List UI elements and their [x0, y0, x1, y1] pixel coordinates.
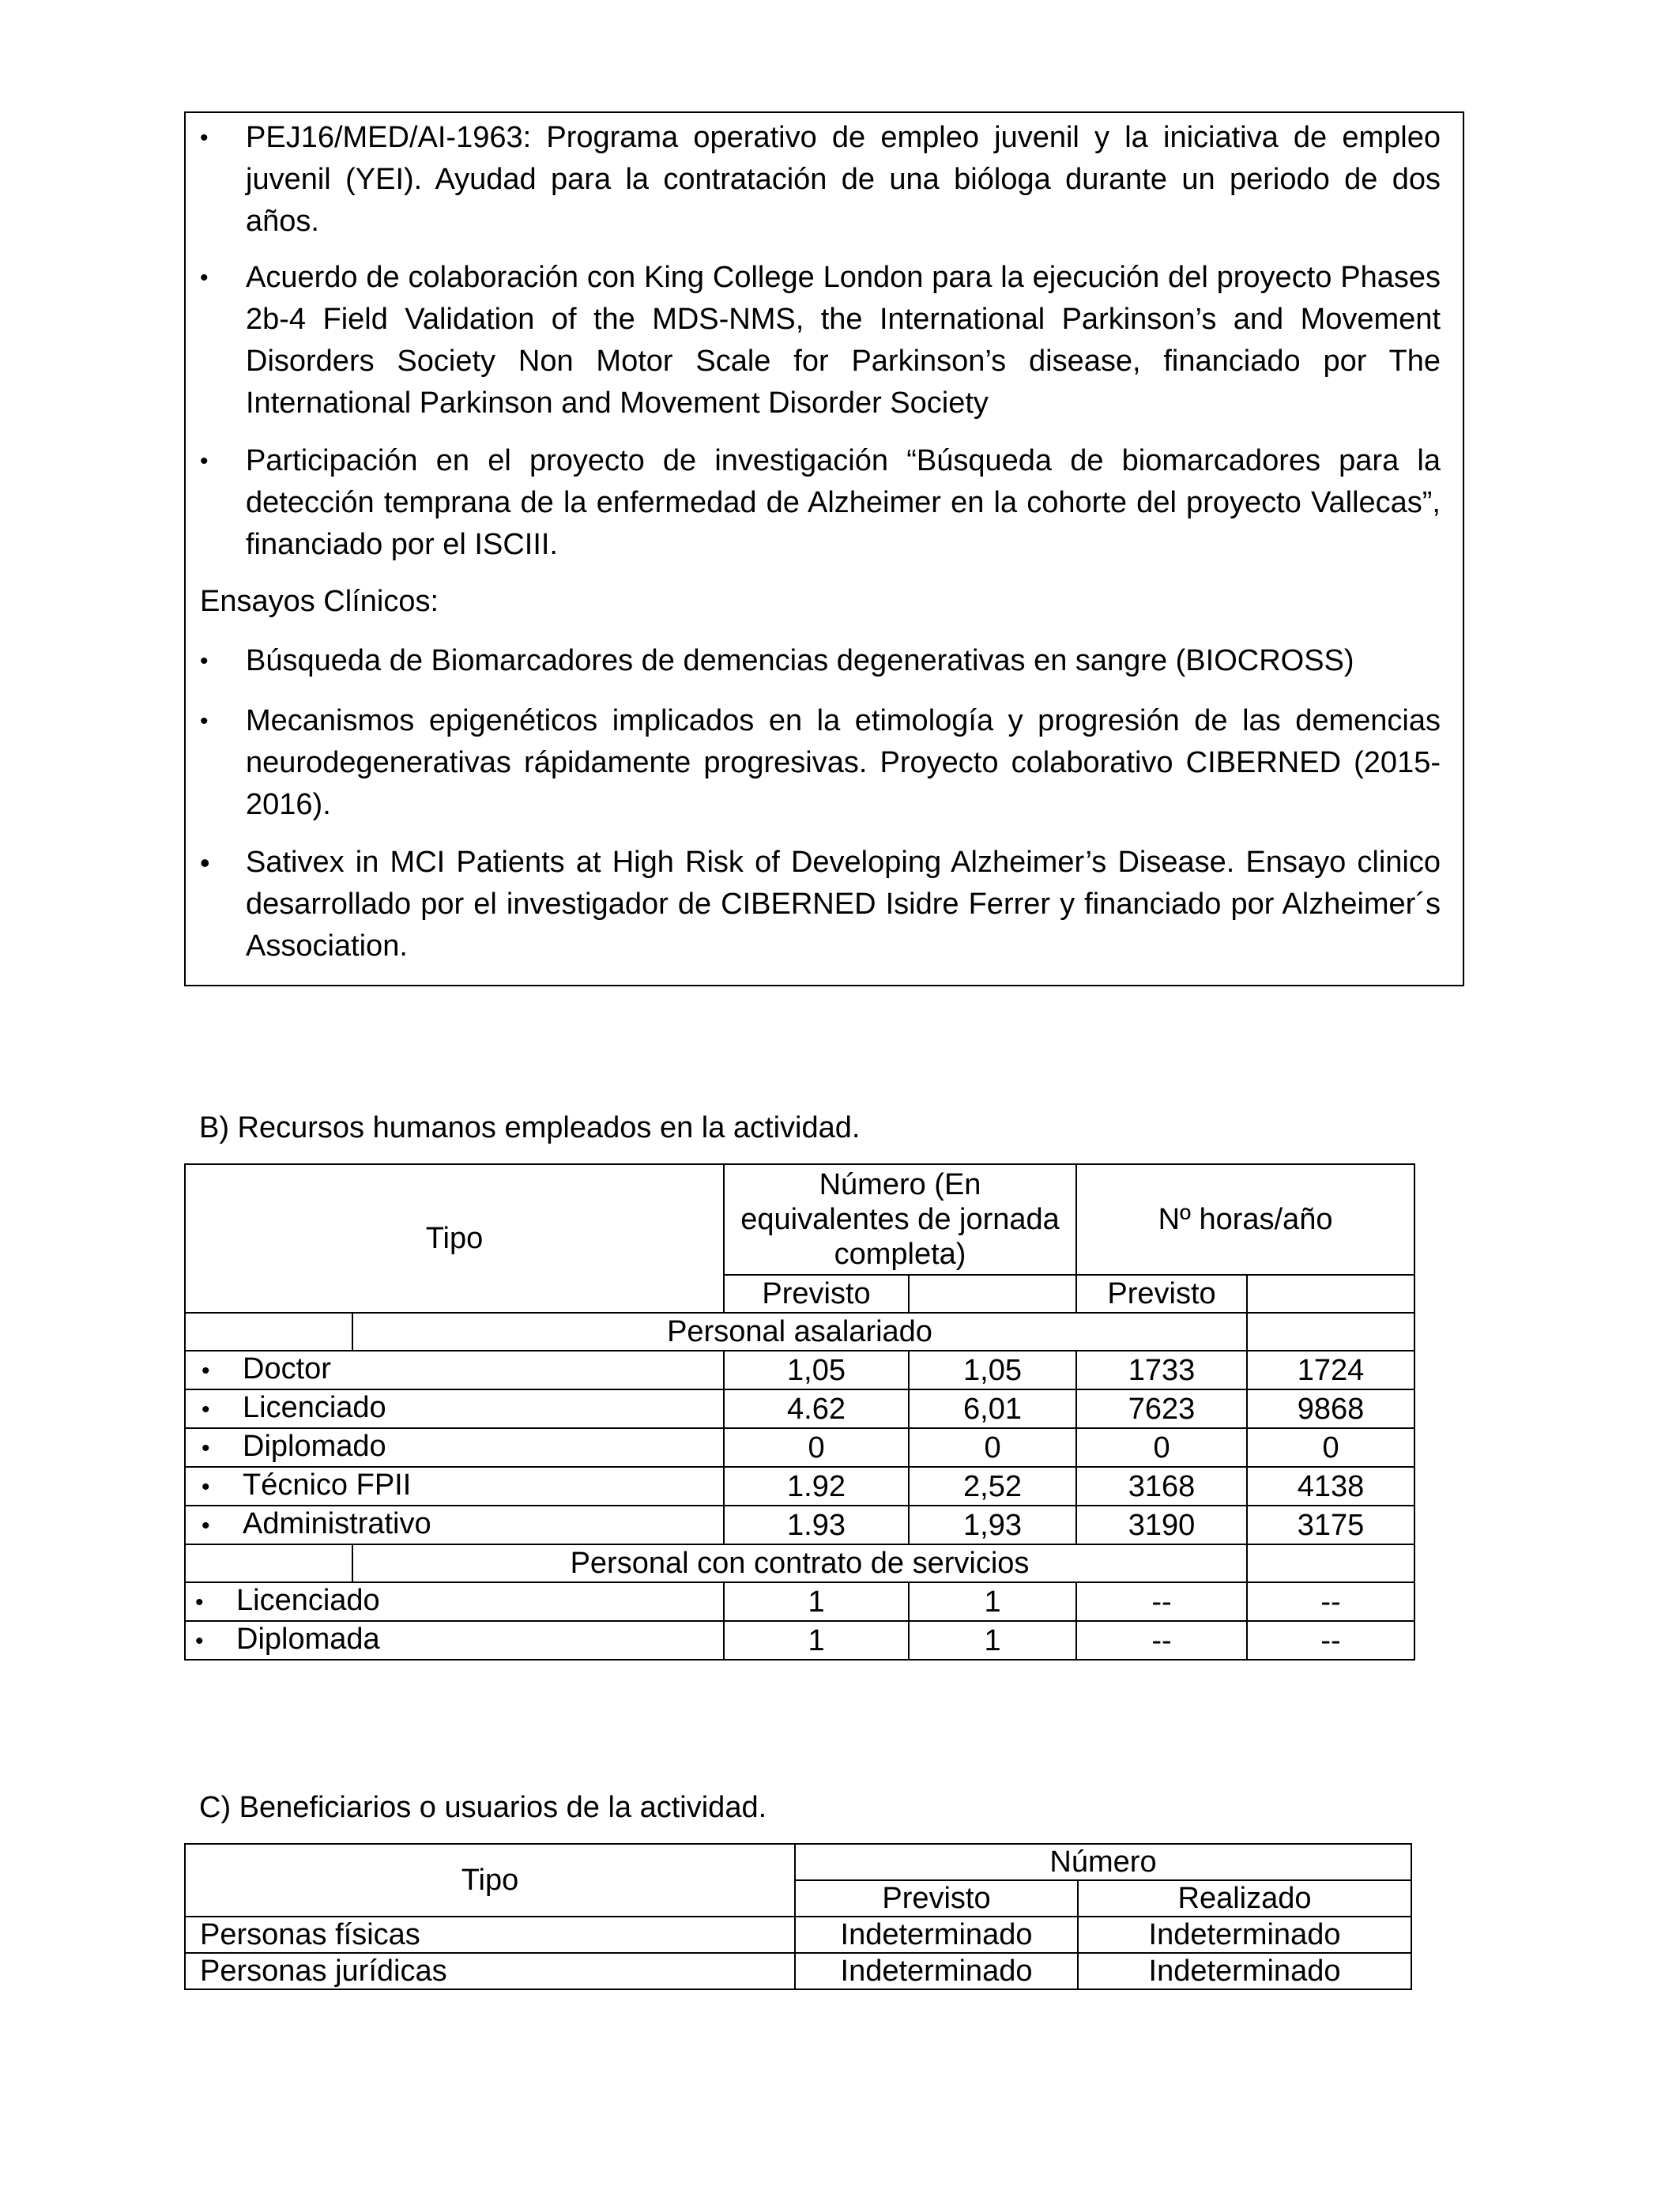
header-previsto: Previsto — [724, 1275, 909, 1313]
cell: 0 — [909, 1428, 1076, 1467]
cell: 6,01 — [909, 1389, 1076, 1428]
row-label-text: Técnico FPII — [243, 1468, 412, 1502]
table-row — [185, 1389, 1414, 1428]
cell: 3168 — [1076, 1467, 1247, 1506]
cell: 4.62 — [724, 1389, 909, 1428]
cell: 1,05 — [724, 1351, 909, 1389]
human-resources-table — [184, 1163, 1415, 1661]
group-empty — [1247, 1313, 1414, 1351]
cell: 0 — [1247, 1428, 1414, 1467]
beneficiaries-table — [184, 1843, 1412, 1990]
cell: 3175 — [1247, 1506, 1414, 1544]
table-header-row — [185, 1844, 1411, 1880]
table-row — [185, 1621, 1414, 1660]
row-label-text: Licenciado — [243, 1391, 386, 1424]
row-label-text: Diplomada — [236, 1623, 380, 1656]
project-item: Participación en el proyecto de investigación “Búsqueda de biomarcadores para la detección temprana de la enfermedad de Alzheimer en la cohorte del proyecto Vallecas”, financiado por el ISCIII. — [246, 444, 1441, 561]
table-row — [185, 1506, 1414, 1544]
bullet: • — [200, 125, 209, 151]
row-label-text: Diplomado — [243, 1430, 386, 1463]
bullet: • — [202, 1435, 210, 1461]
group-row — [185, 1544, 1414, 1582]
row-label — [185, 1506, 724, 1544]
projects-box — [184, 111, 1464, 986]
cell: 1.93 — [724, 1506, 909, 1544]
cell: 1 — [909, 1621, 1076, 1660]
cell: -- — [1247, 1582, 1414, 1621]
group-empty — [185, 1313, 352, 1351]
cell: Indeterminado — [795, 1953, 1078, 1989]
group-row — [185, 1313, 1414, 1351]
section-b-caption: B) Recursos humanos empleados en la actividad. — [199, 1111, 861, 1144]
header-tipo: Tipo — [185, 1164, 724, 1313]
group-label: Personal con contrato de servicios — [352, 1544, 1247, 1582]
header-empty — [1247, 1275, 1414, 1313]
cell: -- — [1076, 1621, 1247, 1660]
bullet: • — [200, 648, 209, 674]
row-label — [185, 1582, 724, 1621]
header-previsto: Previsto — [1076, 1275, 1247, 1313]
cell: Indeterminado — [1078, 1953, 1411, 1989]
group-empty — [1247, 1544, 1414, 1582]
cell: 1 — [909, 1582, 1076, 1621]
cell: Indeterminado — [1078, 1917, 1411, 1953]
project-item: PEJ16/MED/AI-1963: Programa operativo de empleo juvenil y la iniciativa de empleo juvenil (YEI). Ayudad para la contratación de una bióloga durante un periodo de dos años. — [246, 121, 1441, 238]
project-item: Acuerdo de colaboración con King College London para la ejecución del proyecto Phases 2b-4 Field Validation of the MDS-NMS, the International Parkinson’s and Movement Disorders Society Non Motor Scale for Parkinson’s disease, financiado por The International Parkinson and Movement Disorder Society — [246, 261, 1441, 420]
cell: 1,05 — [909, 1351, 1076, 1389]
cell: 7623 — [1076, 1389, 1247, 1428]
row-label — [185, 1351, 724, 1389]
table-row — [185, 1582, 1414, 1621]
bullet: • — [195, 1589, 204, 1615]
row-label: Personas físicas — [185, 1917, 795, 1953]
trial-item: Mecanismos epigenéticos implicados en la etimología y progresión de las demencias neurodegenerativas rápidamente progresivas. Proyecto colaborativo CIBERNED (2015-2016). — [246, 704, 1441, 821]
cell: 1724 — [1247, 1351, 1414, 1389]
row-label — [185, 1428, 724, 1467]
cell: 0 — [1076, 1428, 1247, 1467]
cell: 4138 — [1247, 1467, 1414, 1506]
row-label-text: Doctor — [243, 1352, 331, 1385]
group-empty — [185, 1544, 352, 1582]
bullet: • — [200, 265, 209, 291]
row-label-text: Administrativo — [243, 1507, 431, 1540]
trials-heading: Ensayos Clínicos: — [200, 585, 439, 618]
row-label — [185, 1621, 724, 1660]
bullet: • — [200, 708, 209, 734]
trial-item: Búsqueda de Biomarcadores de demencias degenerativas en sangre (BIOCROSS) — [246, 644, 1354, 677]
cell: 1 — [724, 1582, 909, 1621]
header-previsto: Previsto — [795, 1880, 1078, 1917]
table-row — [185, 1953, 1411, 1989]
trial-item: Sativex in MCI Patients at High Risk of Developing Alzheimer’s Disease. Ensayo clinico desarrollado por el investigador de CIBERNED Isidre Ferrer y financiado por Alzheimer´s Association. — [246, 846, 1441, 963]
table-row — [185, 1351, 1414, 1389]
cell: Indeterminado — [795, 1917, 1078, 1953]
row-label — [185, 1389, 724, 1428]
cell: 1.92 — [724, 1467, 909, 1506]
bullet: • — [200, 846, 210, 879]
table-row — [185, 1428, 1414, 1467]
table-header-row — [185, 1164, 1414, 1275]
header-numero: Número (En equivalentes de jornada completa) — [724, 1164, 1076, 1275]
cell: -- — [1076, 1582, 1247, 1621]
cell: 3190 — [1076, 1506, 1247, 1544]
bullet: • — [202, 1513, 210, 1539]
cell: 1733 — [1076, 1351, 1247, 1389]
row-label-text: Licenciado — [236, 1584, 380, 1617]
cell: 1,93 — [909, 1506, 1076, 1544]
cell: 9868 — [1247, 1389, 1414, 1428]
row-label: Personas jurídicas — [185, 1953, 795, 1989]
header-realizado: Realizado — [1078, 1880, 1411, 1917]
bullet: • — [202, 1358, 210, 1384]
table-row — [185, 1467, 1414, 1506]
bullet: • — [202, 1397, 210, 1423]
table-row — [185, 1917, 1411, 1953]
header-horas: Nº horas/año — [1076, 1164, 1414, 1275]
header-tipo: Tipo — [185, 1844, 795, 1917]
bullet: • — [202, 1474, 210, 1500]
bullet: • — [195, 1628, 204, 1654]
cell: 1 — [724, 1621, 909, 1660]
cell: 2,52 — [909, 1467, 1076, 1506]
group-label: Personal asalariado — [352, 1313, 1247, 1351]
row-label — [185, 1467, 724, 1506]
bullet: • — [200, 448, 209, 474]
header-numero: Número — [795, 1844, 1411, 1880]
section-c-caption: C) Beneficiarios o usuarios de la actividad. — [199, 1791, 767, 1824]
cell: -- — [1247, 1621, 1414, 1660]
cell: 0 — [724, 1428, 909, 1467]
header-empty — [909, 1275, 1076, 1313]
